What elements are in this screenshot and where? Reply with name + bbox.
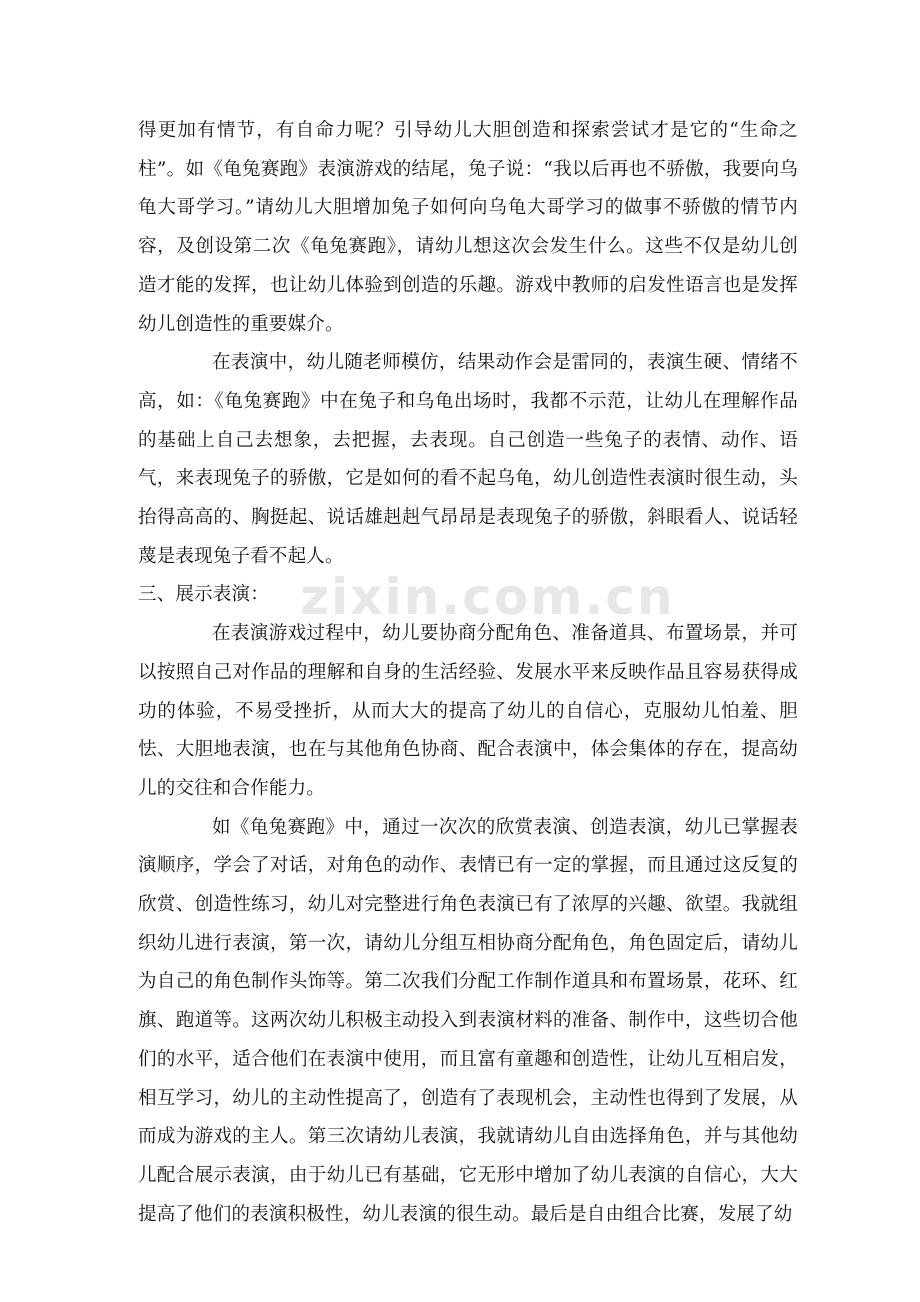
paragraph-tortoise-hare-example: 如《龟兔赛跑》中，通过一次次的欣赏表演、创造表演，幼儿已掌握表演顺序，学会了对话，对角色的动作、表情已有一定的掌握，而且通过这反复的欣赏、创造性练习，幼儿对完整进行角色表演已有了浓厚的兴趣、欲望。我就组织幼儿进行表演，第一次，请幼儿分组互相协商分配角色，角色固定后，请幼儿为自己的角色制作头饰等。第二次我们分配工作制作道具和布置场景，花环、红旗、跑道等。这两次幼儿积极主动投入到表演材料的准备、制作中，这些切合他们的水平，适合他们在表演中使用，而且富有童趣和创造性，让幼儿互相启发，相互学习，幼儿的主动性提高了，创造有了表现机会，主动性也得到了发展，从而成为游戏的主人。第三次请幼儿表演，我就请幼儿自由选择角色，并与其他幼儿配合展示表演，由于幼儿已有基础，它无形中增加了幼儿表演的自信心，大大提高了他们的表演积极性，幼儿表演的很生动。最后是自由组合比赛，发展了幼 bbox=[138, 816, 798, 1225]
document-body bbox=[138, 112, 798, 1234]
watermark-text: zixin.com.cn bbox=[300, 568, 675, 626]
paragraph-performance-imitation: 在表演中，幼儿随老师模仿，结果动作会是雷同的，表演生硬、情绪不高，如：《龟兔赛跑》中在兔子和乌龟出场时，我都不示范，让幼儿在理解作品的基础上自己去想象，去把握，去表现。自己创造一些兔子的表情、动作、语气，来表现兔子的骄傲，它是如何的看不起乌龟，幼儿创造性表演时很生动，头抬得高高的、胸挺起、说话雄赳赳气昂昂是表现兔子的骄傲，斜眼看人、说话轻蔑是表现兔子看不起人。 bbox=[138, 352, 798, 567]
section-heading-show-performance: 三、展示表演： bbox=[138, 584, 269, 606]
paragraph-game-process: 在表演游戏过程中，幼儿要协商分配角色、准备道具、布置场景，并可以按照自己对作品的理解和自身的生活经验、发展水平来反映作品且容易获得成功的体验，不易受挫折，从而大大的提高了幼儿的自信心，克服幼儿怕羞、胆怯、大胆地表演，也在与其他角色协商、配合表演中，体会集体的存在，提高幼儿的交往和合作能力。 bbox=[138, 623, 798, 799]
paragraph-continuation: 得更加有情节，有自命力呢？引导幼儿大胆创造和探索尝试才是它的“生命之柱”。如《龟兔赛跑》表演游戏的结尾，兔子说：“我以后再也不骄傲，我要向乌龟大哥学习。”请幼儿大胆增加兔子如何向乌龟大哥学习的做事不骄傲的情节内容，及创设第二次《龟兔赛跑》，请幼儿想这次会发生什么。这些不仅是幼儿创造才能的发挥，也让幼儿体验到创造的乐趣。游戏中教师的启发性语言也是发挥幼儿创造性的重要媒介。 bbox=[138, 120, 798, 335]
